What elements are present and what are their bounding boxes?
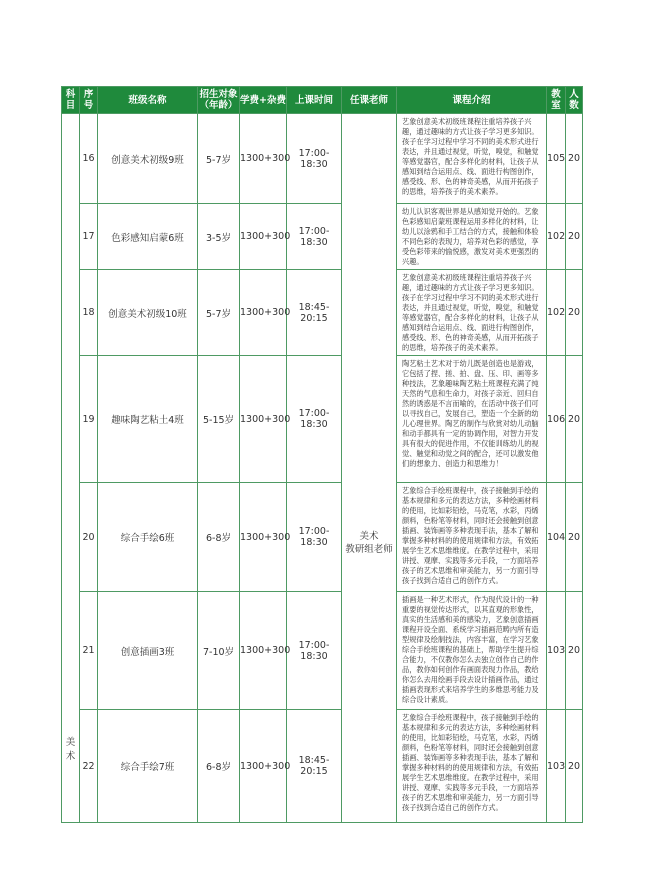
fee-cell: 1300+300	[240, 356, 287, 483]
fee-cell: 1300+300	[240, 204, 287, 270]
header-row	[62, 87, 583, 114]
count-cell: 20	[566, 592, 583, 710]
age-cell: 6-8岁	[198, 483, 240, 592]
header-count: 人数	[566, 87, 583, 114]
time-cell: 17:00-18:30	[287, 356, 342, 483]
age-cell: 5-7岁	[198, 114, 240, 204]
intro-cell: 幼儿认识客观世界是从感知觉开始的。艺象色彩感知启蒙班课程运用多样化的材料，让幼儿以涂鸦和手工结合的方式，接触和体验不同色彩的表现力，培养对色彩的感觉，享受色彩带来的愉悦感，激发对美术更强烈的兴趣。	[397, 204, 547, 270]
header-age-sub: （年龄）	[199, 100, 238, 111]
table-row	[62, 710, 583, 823]
age-cell: 6-8岁	[198, 710, 240, 823]
seq-cell: 16	[80, 114, 98, 204]
seq-cell: 21	[80, 592, 98, 710]
intro-cell: 艺象创意美术初级班课程注重培养孩子兴趣，通过趣味的方式让孩子学习更多知识。孩子在学习过程中学习不同的美术形式进行表达，并且通过视觉，听觉，嗅觉，和触觉等感觉器官，配合多样化的材料，让孩子从感知到结合运用点、线、面进行构图创作，感受线、形、色的神奇美感，从而开拓孩子的思维，培养孩子的美术素养。	[397, 114, 547, 204]
count-cell: 20	[566, 483, 583, 592]
time-cell: 17:00-18:30	[287, 204, 342, 270]
table-row	[62, 114, 583, 204]
intro-cell: 艺象综合手绘班课程中，孩子接触到手绘的基本规律和多元的表达方法，多种绘画材料的使用，比如彩铅绘，马克笔，水彩，丙烯颜料，色粉笔等材料，同时还会接触到创意插画、装饰画等多种表现手法，基本了解和掌握多种材料的的使用规律和方法，有效拓展学生艺术思维维度。在教学过程中，采用讲授、观摩、实践等多元手段，一方面培养孩子的艺术思维和审美能力，另一方面引导孩子找到合适自己的创作方式。	[397, 483, 547, 592]
room-cell: 103	[547, 710, 566, 823]
header-seq: 序号	[80, 87, 98, 114]
header-fee: 学费+杂费	[240, 87, 287, 114]
fee-cell: 1300+300	[240, 483, 287, 592]
time-cell: 18:45-20:15	[287, 710, 342, 823]
time-cell: 17:00-18:30	[287, 114, 342, 204]
count-cell: 20	[566, 114, 583, 204]
age-cell: 3-5岁	[198, 204, 240, 270]
seq-cell: 19	[80, 356, 98, 483]
intro-cell: 艺象创意美术初级班课程注重培养孩子兴趣，通过趣味的方式让孩子学习更多知识。孩子在学习过程中学习不同的美术形式进行表达，并且通过视觉，听觉，嗅觉，和触觉等感觉器官，配合多样化的材料，让孩子从感知到结合运用点、线、面进行构图创作，感受线、形、色的神奇美感，从而开拓孩子的思维，培养孩子的美术素养。	[397, 270, 547, 356]
room-cell: 102	[547, 270, 566, 356]
room-cell: 106	[547, 356, 566, 483]
header-age-label: 招生对象	[199, 89, 238, 100]
teacher-line2: 教研组老师	[345, 544, 393, 555]
header-teacher: 任课老师	[342, 87, 397, 114]
class-name-cell: 色彩感知启蒙6班	[98, 204, 198, 270]
table-row	[62, 483, 583, 592]
age-cell: 5-7岁	[198, 270, 240, 356]
class-name-cell: 综合手绘7班	[98, 710, 198, 823]
class-name-cell: 趣味陶艺粘土4班	[98, 356, 198, 483]
class-name-cell: 创意美术初级10班	[98, 270, 198, 356]
header-room: 教室	[547, 87, 566, 114]
count-cell: 20	[566, 204, 583, 270]
header-time: 上课时间	[287, 87, 342, 114]
table-row	[62, 592, 583, 710]
table-row	[62, 356, 583, 483]
class-name-cell: 综合手绘6班	[98, 483, 198, 592]
fee-cell: 1300+300	[240, 270, 287, 356]
room-cell: 105	[547, 114, 566, 204]
count-cell: 20	[566, 356, 583, 483]
room-cell: 103	[547, 592, 566, 710]
age-cell: 5-15岁	[198, 356, 240, 483]
class-name-cell: 创意插画3班	[98, 592, 198, 710]
seq-cell: 17	[80, 204, 98, 270]
seq-cell: 22	[80, 710, 98, 823]
teacher-cell	[342, 114, 397, 823]
time-cell: 17:00-18:30	[287, 483, 342, 592]
class-schedule-table	[61, 86, 583, 823]
fee-cell: 1300+300	[240, 592, 287, 710]
time-cell: 17:00-18:30	[287, 592, 342, 710]
fee-cell: 1300+300	[240, 114, 287, 204]
room-cell: 104	[547, 483, 566, 592]
intro-cell: 艺象综合手绘班课程中，孩子接触到手绘的基本规律和多元的表达方法，多种绘画材料的使用，比如彩铅绘，马克笔，水彩，丙烯颜料，色粉笔等材料，同时还会接触到创意插画、装饰画等多种表现手法，基本了解和掌握多种材料的的使用规律和方法，有效拓展学生艺术思维维度。在教学过程中，采用讲授、观摩、实践等多元手段，一方面培养孩子的艺术思维和审美能力，另一方面引导孩子找到合适自己的创作方式。	[397, 710, 547, 823]
fee-cell: 1300+300	[240, 710, 287, 823]
teacher-line1: 美术	[359, 531, 379, 542]
age-cell: 7-10岁	[198, 592, 240, 710]
table-row	[62, 270, 583, 356]
class-name-cell: 创意美术初级9班	[98, 114, 198, 204]
count-cell: 20	[566, 710, 583, 823]
subject-cell: 美术	[62, 114, 80, 823]
header-intro: 课程介绍	[397, 87, 547, 114]
count-cell: 20	[566, 270, 583, 356]
intro-cell: 插画是一种艺术形式，作为现代设计的一种重要的视觉传达形式，以其直观的形象性，真实的生活感和美的感染力，艺象创意插画课程开设全面、系统学习插画范畴内所有造型规律及绘制技法，内容丰富，在学习艺象综合手绘班课程的基础上，帮助学生提升综合能力，不仅教你怎么去独立创作自己的作品，教你如何创作有画面表现力作品，教给你怎么去用绘画手段去设计插画作品，通过插画表现形式来培养学生的多维思考能力及综合设计素质。	[397, 592, 547, 710]
header-age	[198, 87, 240, 114]
intro-cell: 陶艺粘土艺术对于幼儿既是创造也是游戏，它包括了捏、搓、拍、盘、压、印、画等多种技法，艺象趣味陶艺粘土班课程充满了纯天然的气息和生命力，对孩子亲近、回归自然的诱惑是不言而喻的，在活动中孩子们可以寻找自己，发展自己，塑造一个全新的幼儿心理世界。陶艺的制作与欣赏对幼儿动脑和动手都具有一定的协调作用，对智力开发具有很大的促进作用，不仅能训练幼儿的视觉、触觉和动觉之间的配合，还可以激发他们的想象力、创造力和思维力！	[397, 356, 547, 483]
time-cell: 18:45-20:15	[287, 270, 342, 356]
seq-cell: 20	[80, 483, 98, 592]
header-subject: 科目	[62, 87, 80, 114]
seq-cell: 18	[80, 270, 98, 356]
header-class-name: 班级名称	[98, 87, 198, 114]
room-cell: 102	[547, 204, 566, 270]
table-row	[62, 204, 583, 270]
